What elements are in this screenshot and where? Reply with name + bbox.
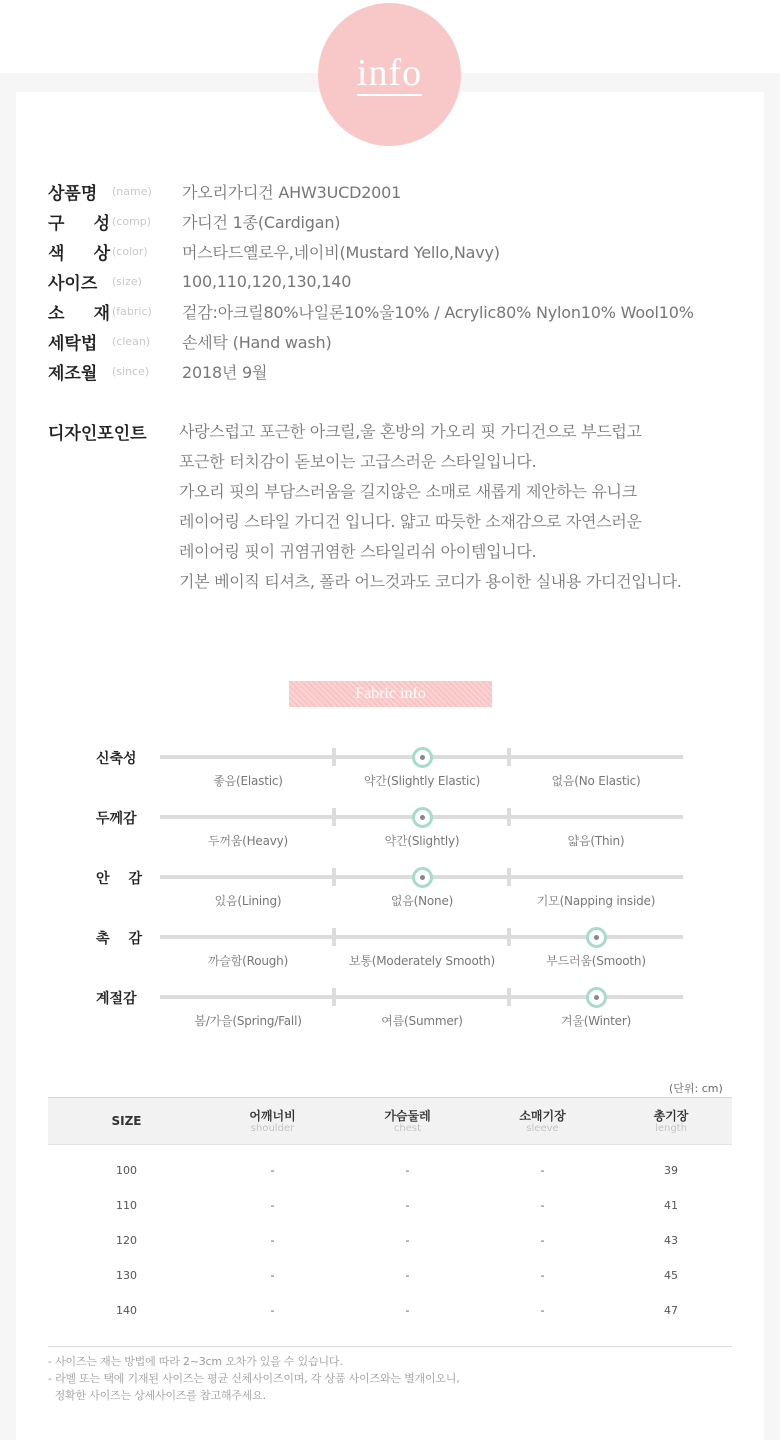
header-sublabel: shoulder: [250, 1122, 295, 1134]
fabric-option-label: 약간(Slightly Elastic): [363, 774, 481, 788]
spec-value: 100,110,120,130,140: [182, 271, 352, 291]
fabric-option-label: 보통(Moderately Smooth): [349, 954, 495, 968]
spec-label: 세탁법: [48, 333, 98, 354]
note-line: 정확한 사이즈는 상세사이즈를 참고해주세요.: [48, 1389, 266, 1402]
fabric-row-label: [96, 868, 142, 888]
spec-value: 가오리가디건 AHW3UCD2001: [182, 182, 402, 202]
table-cell: -: [540, 1199, 545, 1212]
table-row: [48, 1188, 732, 1223]
table-row: [48, 1223, 732, 1258]
size-table-header-cell: [340, 1098, 475, 1144]
design-point-line: 레이어링 핏이 귀염귀염한 스타일리쉬 아이템입니다.: [179, 542, 537, 561]
size-table-header-cell: [610, 1098, 732, 1144]
fabric-scale-tick: [332, 748, 336, 766]
table-cell: 43: [664, 1234, 678, 1247]
fabric-option-label: 없음(No Elastic): [551, 774, 641, 788]
spec-sublabel: (clean): [112, 334, 151, 348]
table-row: [48, 1293, 732, 1328]
table-cell: 110: [116, 1199, 137, 1212]
fabric-scale-tick: [507, 928, 511, 946]
fabric-selected-marker: [586, 987, 607, 1008]
design-point-text: [179, 419, 779, 599]
spec-value: 2018년 9월: [182, 362, 268, 382]
header-label: SIZE: [111, 1114, 142, 1128]
spec-sublabel: (name): [112, 184, 152, 198]
table-cell: -: [540, 1304, 545, 1317]
spec-sublabel: (since): [112, 364, 150, 378]
fabric-option-label: 약간(Slightly): [384, 834, 460, 848]
fabric-option-label: 기모(Napping inside): [536, 894, 656, 908]
unit-label: (단위: cm): [669, 1082, 723, 1095]
table-cell: 140: [116, 1304, 137, 1317]
fabric-scale-tick: [507, 748, 511, 766]
fabric-row-label: [96, 928, 142, 948]
fabric-option-label: 겨울(Winter): [560, 1014, 632, 1028]
table-cell: 41: [664, 1199, 678, 1212]
label-char: 촉: [96, 931, 110, 947]
spec-sublabel: (comp): [112, 214, 152, 228]
table-cell: -: [270, 1199, 275, 1212]
fabric-option-label: 두꺼움(Heavy): [207, 834, 289, 848]
table-cell: -: [405, 1199, 410, 1212]
design-point-line: 기본 베이직 티셔츠, 폴라 어느것과도 코디가 용이한 실내용 가디건입니다.: [179, 572, 682, 591]
fabric-scale-tick: [332, 868, 336, 886]
fabric-info-title: Fabric info: [355, 685, 426, 702]
header-label: 가슴둘레: [384, 1108, 431, 1123]
table-cell: -: [405, 1164, 410, 1177]
fabric-option-label: 없음(None): [390, 894, 454, 908]
table-row: [48, 1153, 732, 1188]
spec-value: 머스타드옐로우,네이비(Mustard Yello,Navy): [182, 242, 500, 262]
header-sublabel: chest: [393, 1122, 422, 1134]
fabric-scale-tick: [332, 928, 336, 946]
size-table-body: [48, 1145, 732, 1328]
spec-sublabel: (fabric): [112, 304, 152, 318]
spec-row: [48, 326, 768, 356]
spec-row: [48, 206, 768, 236]
fabric-row-label: 계절감: [96, 991, 137, 1007]
label-char: 소: [48, 303, 65, 324]
spec-sublabel: (size): [112, 274, 142, 288]
table-cell: 130: [116, 1269, 137, 1282]
design-point-label: 디자인포인트: [48, 424, 147, 444]
label-char: 재: [93, 303, 110, 324]
design-point-line: 포근한 터치감이 돋보이는 고급스러운 스타일입니다.: [179, 452, 537, 471]
size-table-header-cell: [475, 1098, 610, 1144]
size-table-header: [48, 1097, 732, 1145]
spec-label: [48, 239, 110, 264]
spec-row: [48, 236, 768, 266]
spec-value: 손세탁 (Hand wash): [182, 332, 332, 352]
table-cell: -: [270, 1304, 275, 1317]
header-sublabel: length: [655, 1122, 687, 1134]
spec-value: 가디건 1종(Cardigan): [182, 212, 341, 232]
fabric-row-label: 두께감: [96, 811, 137, 827]
design-point-line: 레이어링 스타일 가디건 입니다. 얇고 따듯한 소재감으로 자연스러운: [179, 512, 642, 531]
spec-row: [48, 356, 768, 386]
table-cell: -: [270, 1234, 275, 1247]
fabric-row-label: 신축성: [96, 751, 137, 767]
table-cell: -: [405, 1269, 410, 1282]
size-table: [48, 1097, 732, 1328]
fabric-option-label: 봄/가을(Spring/Fall): [194, 1014, 302, 1028]
fabric-selected-marker: [586, 927, 607, 948]
fabric-scale-tick: [332, 808, 336, 826]
table-cell: -: [540, 1269, 545, 1282]
label-char: 색: [48, 243, 65, 264]
spec-label: 상품명: [48, 183, 98, 204]
fabric-option-label: 여름(Summer): [381, 1014, 463, 1028]
table-cell: -: [540, 1234, 545, 1247]
size-notes: [48, 1346, 732, 1404]
fabric-row: [0, 862, 780, 922]
spec-label: 사이즈: [48, 273, 98, 294]
table-cell: 47: [664, 1304, 678, 1317]
label-char: 성: [93, 213, 110, 234]
label-char: 구: [48, 213, 65, 234]
spec-sublabel: (color): [112, 244, 148, 258]
table-row: [48, 1258, 732, 1293]
fabric-option-label: 얇음(Thin): [567, 834, 625, 848]
fabric-scale-tick: [507, 868, 511, 886]
fabric-row: [0, 982, 780, 1042]
design-point-line: 가오리 핏의 부담스러움을 길지않은 소매로 새롭게 제안하는 유니크: [179, 482, 637, 501]
label-char: 안: [96, 871, 110, 887]
spec-value: 겉감:아크릴80%나일론10%울10% / Acrylic80% Nylon10% Wool10%: [182, 302, 694, 322]
fabric-selected-marker: [412, 867, 433, 888]
header-label: 어깨너비: [249, 1108, 296, 1123]
fabric-scale-tick: [507, 808, 511, 826]
fabric-scale-tick: [332, 988, 336, 1006]
fabric-selected-marker: [412, 807, 433, 828]
note-line: - 사이즈는 재는 방법에 따라 2~3cm 오차가 있을 수 있습니다.: [48, 1355, 343, 1368]
fabric-option-label: 까슬함(Rough): [207, 954, 289, 968]
header-label: 소매기장: [519, 1108, 566, 1123]
table-cell: -: [270, 1164, 275, 1177]
fabric-row: [0, 802, 780, 862]
note-line: - 라벨 또는 택에 기재된 사이즈는 평균 신체사이즈이며, 각 상품 사이즈와는 별개이오니,: [48, 1372, 460, 1385]
fabric-scale-tick: [507, 988, 511, 1006]
fabric-info-title-bar: [289, 681, 492, 707]
header-label: 총기장: [653, 1108, 689, 1123]
table-cell: -: [270, 1269, 275, 1282]
spec-row: [48, 266, 768, 296]
info-title: info: [356, 52, 423, 94]
fabric-selected-marker: [412, 747, 433, 768]
spec-label: 제조월: [48, 363, 98, 384]
fabric-row: [0, 922, 780, 982]
table-cell: 45: [664, 1269, 678, 1282]
table-cell: 100: [116, 1164, 137, 1177]
info-badge: [318, 3, 461, 146]
spec-label: [48, 299, 110, 324]
table-cell: -: [405, 1234, 410, 1247]
size-table-header-cell: [48, 1098, 205, 1144]
label-char: 감: [128, 871, 142, 887]
design-point-line: 사랑스럽고 포근한 아크릴,울 혼방의 가오리 핏 가디건으로 부드럽고: [179, 422, 642, 441]
header-sublabel: sleeve: [526, 1122, 559, 1134]
label-char: 감: [128, 931, 142, 947]
table-cell: 120: [116, 1234, 137, 1247]
table-cell: -: [405, 1304, 410, 1317]
fabric-option-label: 있음(Lining): [214, 894, 282, 908]
spec-row: [48, 296, 768, 326]
fabric-row: [0, 742, 780, 802]
table-cell: 39: [664, 1164, 678, 1177]
size-table-header-cell: [205, 1098, 340, 1144]
spec-label: [48, 209, 110, 234]
table-cell: -: [540, 1164, 545, 1177]
fabric-option-label: 좋음(Elastic): [213, 774, 283, 788]
product-spec-list: [48, 176, 768, 386]
fabric-option-label: 부드러움(Smooth): [546, 954, 646, 968]
label-char: 상: [93, 243, 110, 264]
spec-row: [48, 176, 768, 206]
